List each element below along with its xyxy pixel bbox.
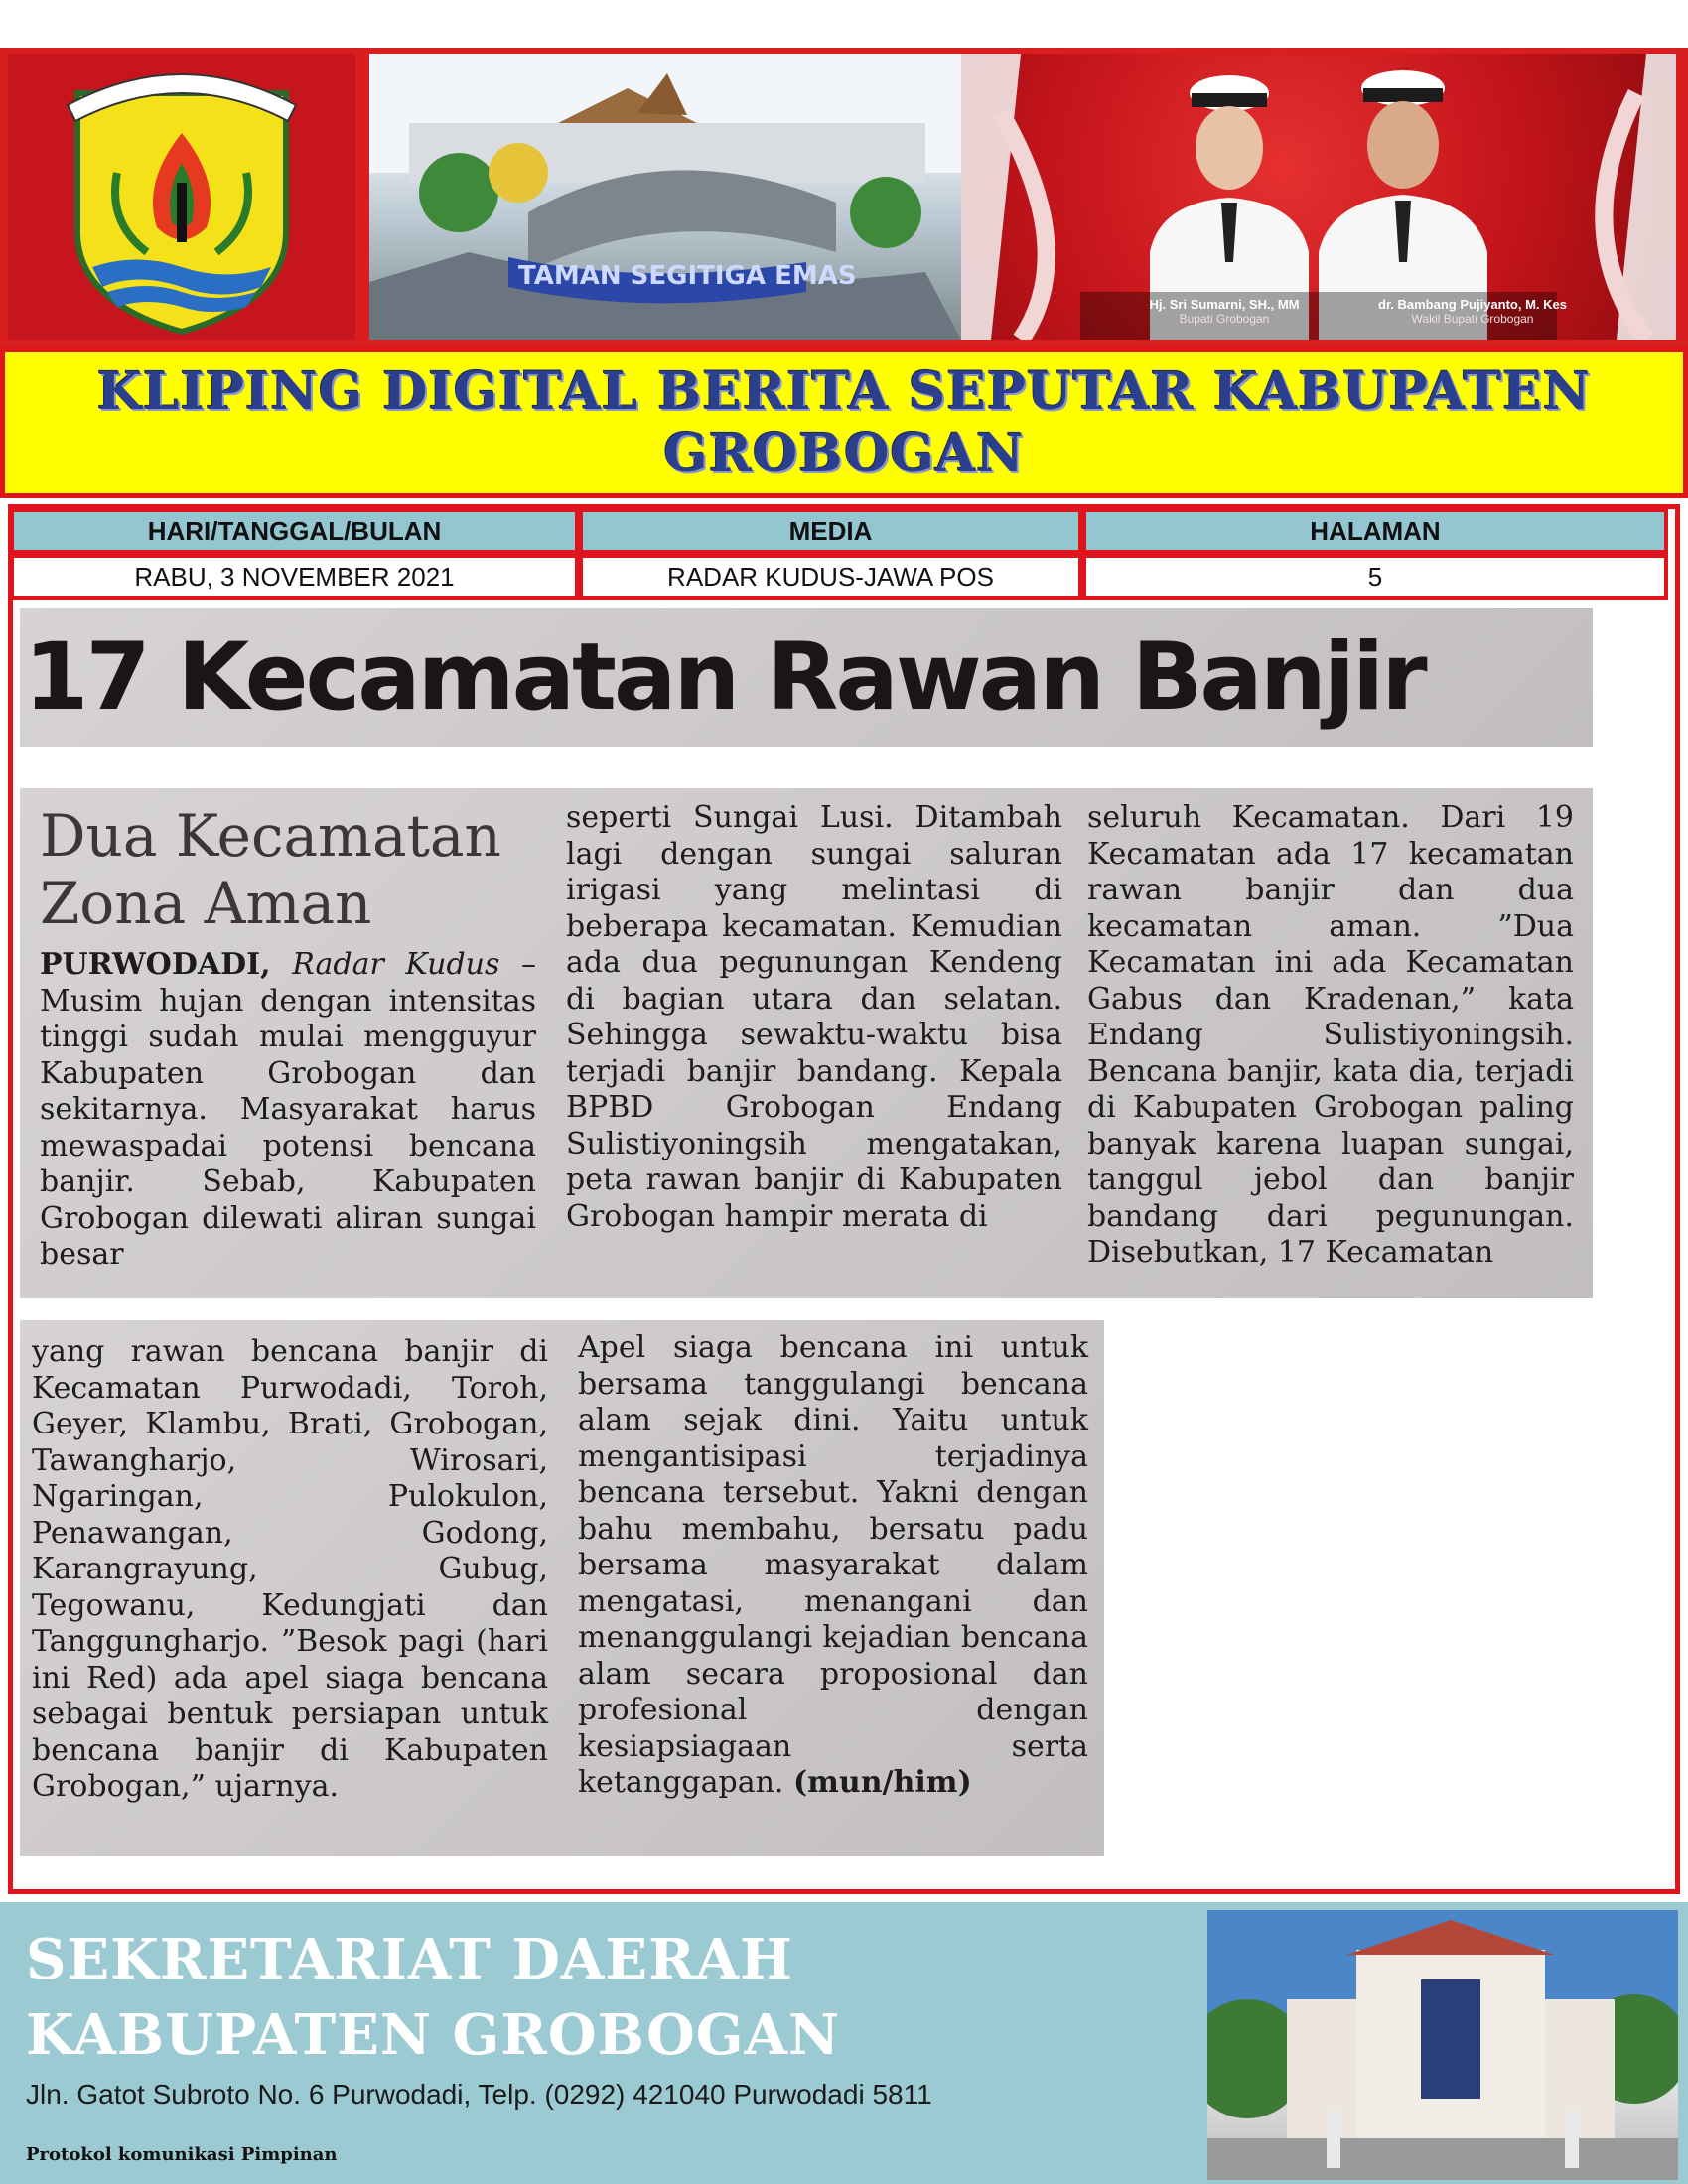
official-caption-2 <box>1343 297 1602 326</box>
official-caption-1 <box>1110 297 1338 326</box>
info-header-date: HARI/TANGGAL/BULAN <box>10 508 579 554</box>
footer-note: Protokol komunikasi Pimpinan <box>26 2144 338 2165</box>
official-role-2: Wakil Bupati Grobogan <box>1411 312 1534 326</box>
official-name-2: dr. Bambang Pujiyanto, M. Kes <box>1378 297 1567 312</box>
article-clipping-1 <box>20 788 1593 1298</box>
monument-illustration <box>369 54 961 340</box>
official-name-1: Hj. Sri Sumarni, SH., MM <box>1149 297 1300 312</box>
monument-sign-text: TAMAN SEGITIGA EMAS <box>518 261 857 291</box>
officials-photo <box>961 54 1676 340</box>
info-header-row <box>10 508 1678 554</box>
footer-title: SEKRETARIAT DAERAH KABUPATEN GROBOGAN <box>26 1927 841 2068</box>
title-band <box>0 347 1688 498</box>
article-text-4: yang rawan bencana banjir di Kecamatan Purwodadi, Toroh, Geyer, Klambu, Brati, Grobogan, Tawangharjo, Wirosari, Ngaringan, Pulokulon, Penawangan, Godong, Karangrayung, Gubug, Tegowanu, Kedungjati dan Tanggungharjo. ”Besok pagi (hari ini Red) ada apel siaga bencana sebagai bentuk persiapan untuk bencana banjir di Kabupaten Grobogan,” ujarnya. <box>32 1334 548 1804</box>
article-body-1 <box>40 947 536 1274</box>
article-column-4 <box>32 1334 548 1806</box>
footer <box>0 1898 1688 2184</box>
info-value-page: 5 <box>1082 554 1668 600</box>
subheadline-line-2: Zona Aman <box>40 870 372 937</box>
article-column-3 <box>1087 800 1574 1272</box>
info-header-media: MEDIA <box>579 508 1082 554</box>
article-clipping-2 <box>20 1320 1104 1856</box>
article-column-5 <box>578 1330 1088 1802</box>
grobogan-emblem-logo <box>8 54 355 340</box>
headline-clipping <box>20 608 1593 747</box>
logo-panel <box>8 54 355 340</box>
header-banner <box>0 48 1688 347</box>
article-headline: 17 Kecamatan Rawan Banjir <box>24 622 1425 732</box>
article-text-3: seluruh Kecamatan. Dari 19 Kecamatan ada 17 kecamatan rawan banjir dan dua kecamatan aman. ”Dua Kecamatan ini ada Kecamatan Gabus dan Kradenan,” kata Endang Sulistiyoningsih. Bencana banjir, kata dia, terjadi di Kabupaten Grobogan paling banyak karena luapan sungai, tanggul jebol dan banjir bandang dari pegunungan. Disebutkan, 17 Kecamatan <box>1087 800 1574 1270</box>
office-building-illustration <box>1207 1910 1678 2180</box>
page-title: KLIPING DIGITAL BERITA SEPUTAR KABUPATEN GROBOGAN <box>96 361 1592 483</box>
article-text-5: Apel siaga bencana ini untuk bersama tanggulangi bencana alam sejak dini. Yaitu untuk mengantisipasi terjadinya bencana tersebut. Yakni dengan bahu membahu, bersatu padu bersama masyarakat dalam mengatasi, menangani dan menanggulangi kejadian bencana alam secara proposional dan profesional dengan kesiapsiagaan serta ketanggapan. <box>578 1330 1088 1800</box>
monument-photo <box>369 54 961 340</box>
article-text-2: seperti Sungai Lusi. Ditambah lagi dengan sungai saluran irigasi yang melintasi di beberapa kecamatan. Kemudian ada dua pegunungan Kendeng di bagian utara dan selatan. Sehingga sewaktu-waktu bisa terjadi banjir bandang. Kepala BPBD Grobogan Endang Sulistiyoningsih mengatakan, peta rawan banjir di Kabupaten Grobogan hampir merata di <box>566 800 1062 1234</box>
article-column-2 <box>566 800 1062 1235</box>
official-role-1: Bupati Grobogan <box>1179 312 1270 326</box>
info-value-media: RADAR KUDUS-JAWA POS <box>579 554 1082 600</box>
office-building-photo <box>1207 1910 1678 2180</box>
info-table <box>10 508 1678 600</box>
article-column-1 <box>40 802 536 1274</box>
article-dateline: PURWODADI, <box>40 947 271 982</box>
subheadline-line-1: Dua Kecamatan <box>40 802 501 870</box>
info-value-row <box>10 554 1678 600</box>
article-subheadline <box>40 802 536 937</box>
footer-address: Jln. Gatot Subroto No. 6 Purwodadi, Telp. (0292) 421040 Purwodadi 5811 <box>26 2079 932 2110</box>
article-source: Radar Kudus <box>292 947 500 982</box>
article-byline: (mun/him) <box>792 1765 972 1800</box>
info-value-date: RABU, 3 NOVEMBER 2021 <box>10 554 579 600</box>
info-header-page: HALAMAN <box>1082 508 1668 554</box>
article-text-1: – Musim hujan dengan intensitas tinggi sudah mulai mengguyur Kabupaten Grobogan dan sekitarnya. Masyarakat harus mewaspadai potensi bencana banjir. Sebab, Kabupaten Grobogan dilewati aliran sungai besar <box>40 947 536 1272</box>
